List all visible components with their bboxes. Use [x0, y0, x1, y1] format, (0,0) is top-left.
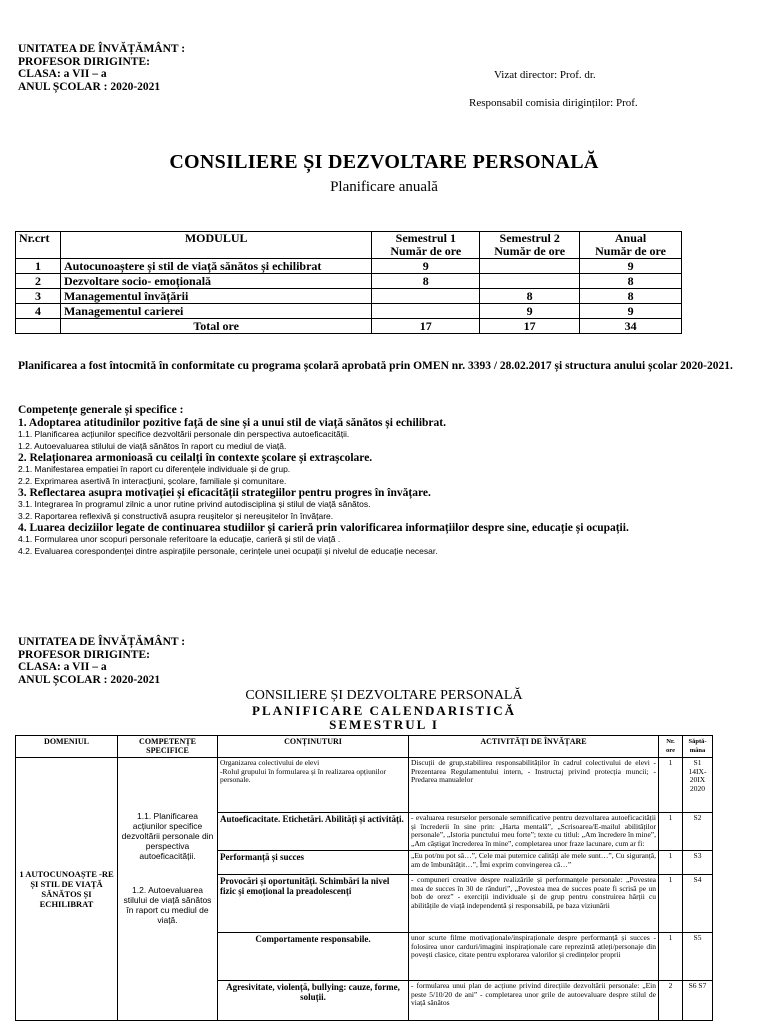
- page-title: CONSILIERE ȘI DEZVOLTARE PERSONALĂ: [169, 151, 599, 173]
- school-unit-label: UNITATEA DE ÎNVĂȚĂMÂNT :: [18, 43, 186, 55]
- competence-general: 3. Reflectarea asupra motivației și eficacității strategiilor pentru progres în învățare.: [18, 487, 431, 499]
- competence-general: 2. Relaționarea armonioasă cu ceilalți în contexte școlare și extrașcolare.: [18, 452, 373, 464]
- director-approval: Vizat director: Prof. dr.: [494, 69, 596, 81]
- competences-cell: 1.1. Planificarea acțiunilor specifice dezvoltării personale din perspectiva autoeficacității. 1.2. Autoevaluarea stilului de viață sănătos în raport cu mediul de viață.: [118, 758, 218, 1021]
- competences-title: Competențe generale și specifice :: [18, 404, 184, 416]
- activity-cell: - formularea unui plan de acțiune privind direcțiile dezvoltării personale: „Ein peste 5/10/20 de ani” - completarea unor grile de autoevaluare despre stilul de viață sănătos: [409, 980, 659, 1020]
- table-row: Performanță și succes „Eu pot/nu pot să…”, Cele mai puternice calități ale mele sunt…”, Cu siguranță, am de îmbunătățit…”, Îmi exprim convingerea că…” 1 S3: [16, 850, 713, 874]
- content-cell: Provocări și oportunități. Schimbări la nivel fizic și emoțional la preadolescenți: [218, 874, 409, 932]
- competence-general: 1. Adoptarea atitudinilor pozitive față de sine și a unui stil de viață sănătos și echilibrat.: [18, 417, 446, 429]
- competence-general: 4. Luarea deciziilor legate de continuarea studiilor și carieră prin valorificarea informațiilor despre sine, educație și ocupații.: [18, 522, 629, 534]
- activity-cell: - compuneri creative despre realizările și performanțele personale: „Povestea mea de succes în 30 de rânduri”, „Povestea mea de succes poate fi scrisă pe un bob de orez” - exerciții individuale și de grup pentru construirea hărții cu abilitățile de viață independentă și responsabilă, pe baza viziunării: [409, 874, 659, 932]
- class-label: CLASA: a VII – a: [18, 661, 107, 673]
- table-row: 1 AUTOCUNOAȘTE -RE ȘI STIL DE VIAȚĂ SĂNĂTOS ȘI ECHILIBRAT 1.1. Planificarea acțiunilor specifice dezvoltării personale din perspectiva autoeficacității. 1.2. Autoevaluarea stilului de viață sănătos în raport cu mediul de viață. Organizarea colectivului de elevi -Rolul grupului în formularea și în realizarea opțiunilor personale. Discuții de grup,stabilirea responsabilităților în cadrul colectivului de elevi - Prezentarea Regulamentului intern, - Instructaj privind protecția muncii; -Predarea manualelor 1 S1 14IX-20IX 2020: [16, 758, 713, 813]
- col-sem1: Semestrul 1 Număr de ore: [372, 232, 480, 259]
- table-row: Comportamente responsabile. unor scurte filme motivaționale/inspiraționale despre performanță și succes - folosirea unor carduri/imagini inspiraționale care reprezintă atleți/personaje din povești clasice, citate pentru explorarea valorilor și credințelor proprii 1 S5: [16, 932, 713, 980]
- competence-specific: 1.1. Planificarea acțiunilor specifice dezvoltării personale din perspectiva autoeficacității.: [18, 429, 350, 439]
- col-week: Săptă-mâna: [683, 736, 713, 758]
- content-cell: Organizarea colectivului de elevi -Rolul grupului în formularea și în realizarea opțiunilor personale.: [218, 758, 409, 813]
- col-domain: DOMENIUL: [16, 736, 118, 758]
- school-unit-label: UNITATEA DE ÎNVĂȚĂMÂNT :: [18, 636, 186, 648]
- col-contents: CONȚINUTURI: [218, 736, 409, 758]
- activity-cell: - evaluarea resurselor personale semnificative pentru dezvoltarea autoeficacității și încrederii în sine prin: „Harta mentală”, „Scrisoarea/E-mailul abilităților personale”, „Istoria punctului meu forte”; texte cu titlul: „Am încredere în mine”, „Am câștigat încrederea în mine”, completarea unor fraze lacunare, cum ar fi:: [409, 813, 659, 851]
- commission-head: Responsabil comisia diriginților: Prof.: [469, 97, 638, 109]
- compliance-note: Planificarea a fost întocmită în conformitate cu programa școlară aprobată prin OMEN nr. 3393 / 28.02.2017 și structura anului școlar 2020-2021.: [18, 360, 733, 372]
- table-row: Provocări și oportunități. Schimbări la nivel fizic și emoțional la preadolescenți - compuneri creative despre realizările și performanțele personale: „Povestea mea de succes în 30 de rânduri”, „Povestea mea de succes poate fi scrisă pe un bob de orez” - exerciții individuale și de grup pentru construirea hărții cu abilitățile de viață independentă și responsabilă, pe baza viziunării 1 S4: [16, 874, 713, 932]
- teacher-label: PROFESOR DIRIGINTE:: [18, 55, 150, 68]
- col-hours: Nr. ore: [659, 736, 683, 758]
- content-cell: Comportamente responsabile.: [218, 932, 409, 980]
- col-module: MODULUL: [60, 232, 371, 259]
- calendar-plan-table: [15, 735, 713, 1021]
- table-row: Agresivitate, violență, bullying: cauze, forme, soluții. - formularea unui plan de acțiune privind direcțiile dezvoltării personale: „Ein peste 5/10/20 de ani” - completarea unor grile de autoevaluare despre stilul de viață sănătos 2 S6 S7: [16, 980, 713, 1020]
- activity-cell: Discuții de grup,stabilirea responsabilităților în cadrul colectivului de elevi - Prezentarea Regulamentului intern, - Instructaj privind protecția muncii; -Predarea manualelor: [409, 758, 659, 813]
- table-row: 2 Dezvoltare socio- emoțională 8 8: [16, 274, 682, 289]
- content-cell: Performanță și succes: [218, 850, 409, 874]
- col-activities: ACTIVITĂȚI DE ÎNVĂȚARE: [409, 736, 659, 758]
- table-row: 1 Autocunoaștere și stil de viață sănătos și echilibrat 9 9: [16, 259, 682, 274]
- col-sem2: Semestrul 2 Număr de ore: [480, 232, 580, 259]
- class-label: CLASA: a VII – a: [18, 68, 107, 80]
- table-row: Autoeficacitate. Etichetări. Abilități și activități. - evaluarea resurselor personale semnificative pentru dezvoltarea autoeficacității și încrederii în sine prin: „Harta mentală”, „Scrisoarea/E-mailul abilităților personale”, „Istoria punctului meu forte”; texte cu titlul: „Am încredere în mine”, „Am câștigat încrederea în mine”, completarea unor fraze lacunare, cum ar fi: 1 S2: [16, 813, 713, 851]
- col-annual: Anual Număr de ore: [580, 232, 682, 259]
- competence-specific: 4.1. Formularea unor scopuri personale referitoare la educație, carieră și stil de viață .: [18, 534, 341, 544]
- semester-title: SEMESTRUL I: [329, 717, 439, 732]
- competences-list: [18, 417, 758, 557]
- competence-specific: 3.1. Integrarea în programul zilnic a unor rutine privind autodisciplina și stilul de viață sănătos.: [18, 499, 371, 509]
- activity-cell: unor scurte filme motivaționale/inspiraționale despre performanță și succes - folosirea unor carduri/imagini inspiraționale care reprezintă atleți/personaje din povești clasice, citate pentru explorarea valorilor și credințelor proprii: [409, 932, 659, 980]
- competence-specific: 1.2. Autoevaluarea stilului de viață sănătos în raport cu mediul de viață.: [18, 440, 287, 451]
- calendar-course-title: CONSILIERE ȘI DEZVOLTARE PERSONALĂ: [245, 688, 523, 703]
- domain-cell: 1 AUTOCUNOAȘTE -RE ȘI STIL DE VIAȚĂ SĂNĂTOS ȘI ECHILIBRAT: [16, 758, 118, 1021]
- school-year-label: ANUL ȘCOLAR : 2020-2021: [18, 673, 161, 686]
- competence-specific: 4.2. Evaluarea corespondenței dintre aspirațiile personale, cerințele unei ocupații și nivelul de educație necesar.: [18, 545, 438, 556]
- table-row: 3 Managementul învățării 8 8: [16, 289, 682, 304]
- header-info-1: [18, 43, 185, 93]
- competence-specific: 3.2. Raportarea reflexivă și constructivă asupra reușitelor și nereușitelor în învățare.: [18, 510, 334, 521]
- content-cell: Agresivitate, violență, bullying: cauze, forme, soluții.: [218, 980, 409, 1020]
- teacher-label: PROFESOR DIRIGINTE:: [18, 648, 150, 661]
- school-year-label: ANUL ȘCOLAR : 2020-2021: [18, 80, 161, 93]
- calendar-plan-title: PLANIFICARE CALENDARISTICĂ: [252, 703, 516, 718]
- competence-specific: 2.1. Manifestarea empatiei în raport cu diferențele individuale și de grup.: [18, 464, 291, 474]
- table-header-row: [16, 736, 713, 758]
- col-nr: Nr.crt: [16, 232, 61, 259]
- header-info-2: [18, 636, 185, 686]
- table-header-row: [16, 232, 682, 259]
- col-competences: COMPETENȚE SPECIFICE: [118, 736, 218, 758]
- total-row: Total ore 17 17 34: [16, 319, 682, 334]
- activity-cell: „Eu pot/nu pot să…”, Cele mai puternice calități ale mele sunt…”, Cu siguranță, am de îmbunătățit…”, Îmi exprim convingerea că…”: [409, 850, 659, 874]
- page-subtitle: Planificare anuală: [330, 179, 438, 195]
- content-cell: Autoeficacitate. Etichetări. Abilități și activități.: [218, 813, 409, 851]
- competence-specific: 2.2. Exprimarea asertivă în interacțiuni, școlare, familiale și comunitare.: [18, 475, 287, 486]
- annual-plan-table: [15, 231, 682, 334]
- table-row: 4 Managementul carierei 9 9: [16, 304, 682, 319]
